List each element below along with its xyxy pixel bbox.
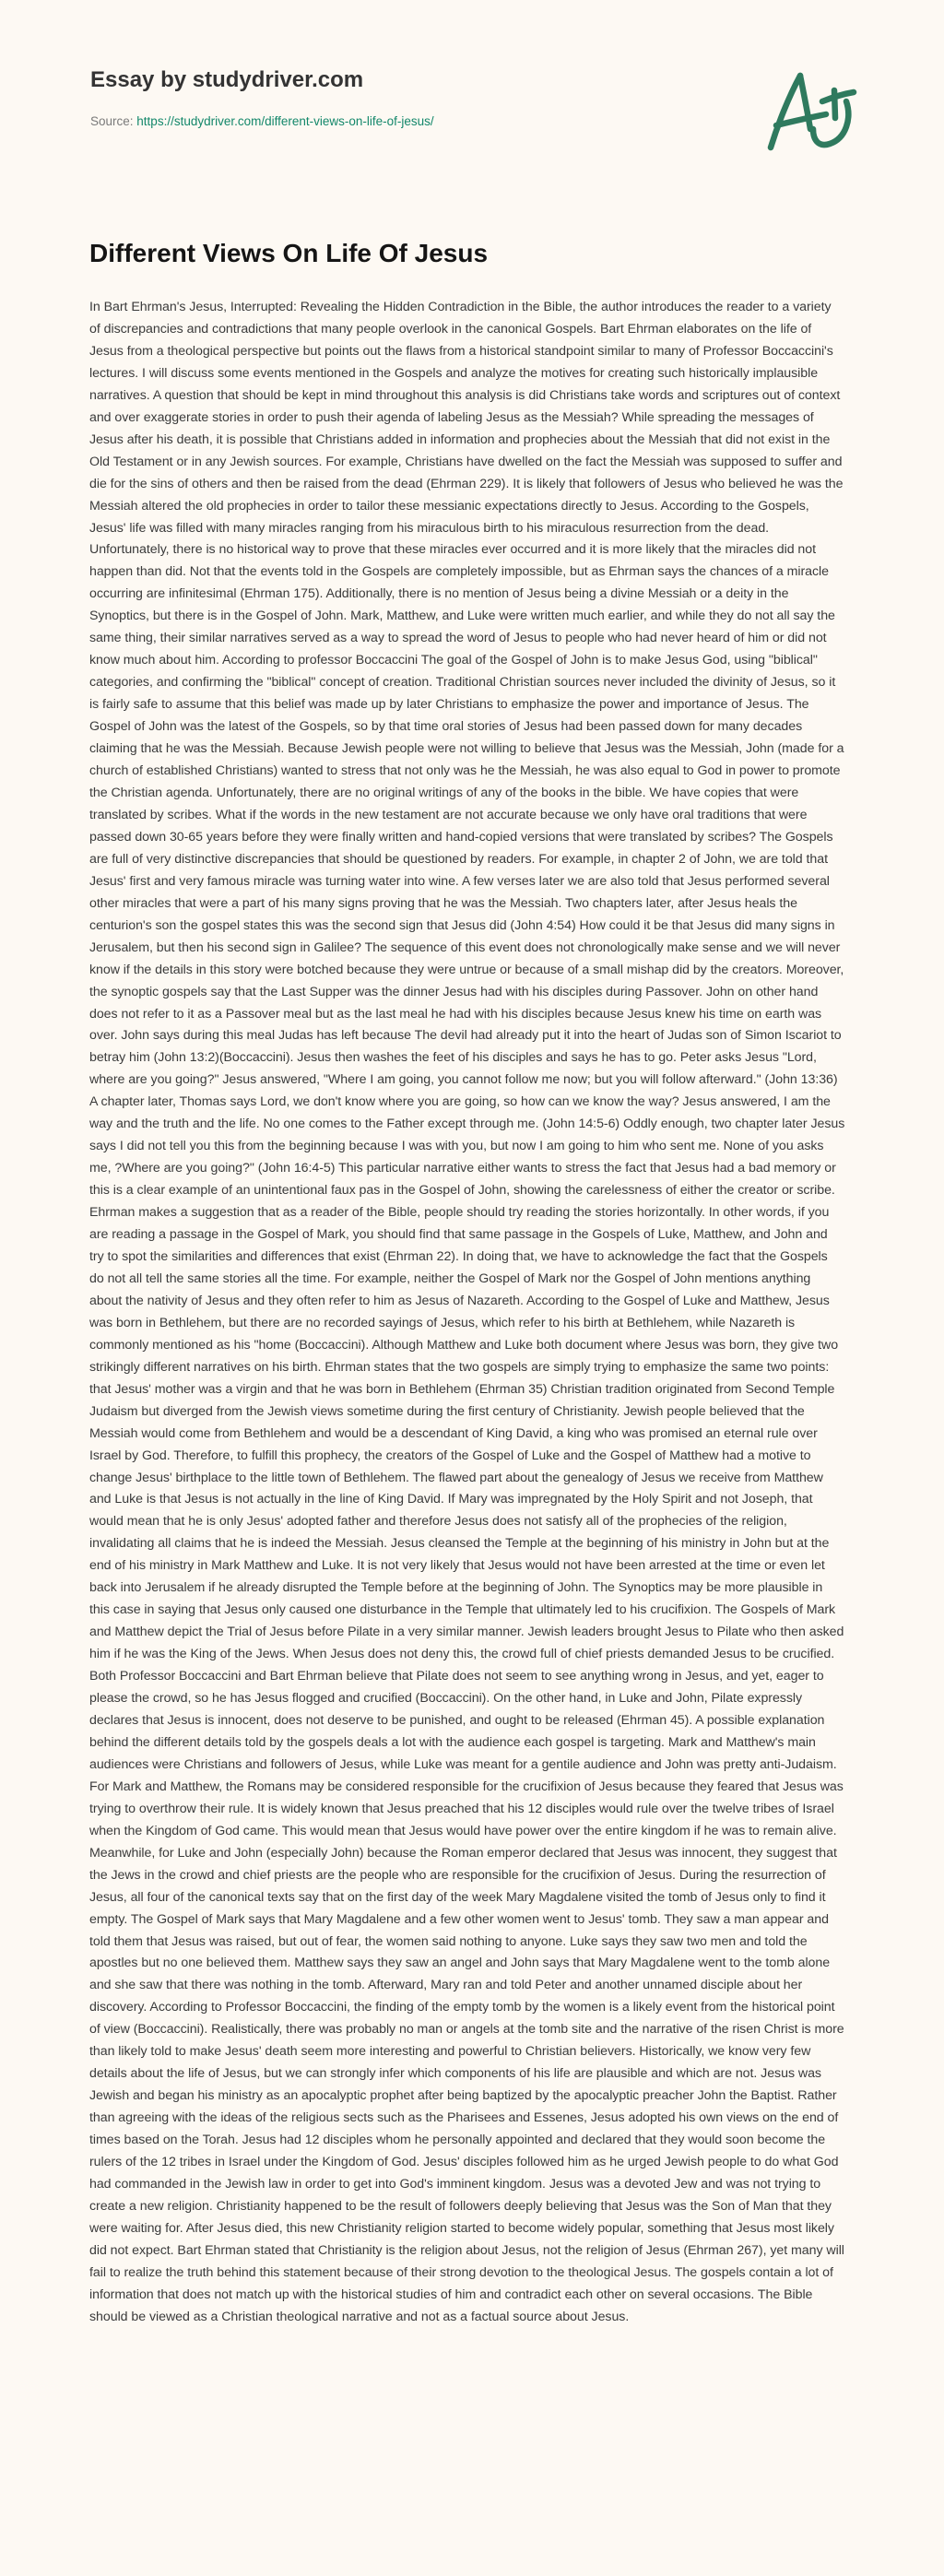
source-line <box>90 114 434 128</box>
a-plus-grade-icon <box>761 61 872 153</box>
essay-body: In Bart Ehrman's Jesus, Interrupted: Revealing the Hidden Contradiction in the Bible, the author introduces the reader to a variety of discrepancies and contradictions that many people overlook in the canonical Gospels. Bart Ehrman elaborates on the life of Jesus from a theological perspective but points out the flaws from a historical standpoint similar to many of Professor Boccaccini's lectures. I will discuss some events mentioned in the Gospels and analyze the motives for creating such historically implausible narratives. A question that should be kept in mind throughout this analysis is did Christians take words and scriptures out of context and over exaggerate stories in order to push their agenda of labeling Jesus as the Messiah? While spreading the messages of Jesus after his death, it is possible that Christians added in information and prophecies about the Messiah that did not exist in the Old Testament or in any Jewish sources. For example, Christians have dwelled on the fact the Messiah was supposed to suffer and die for the sins of others and then be raised from the dead (Ehrman 229). It is likely that followers of Jesus who believed he was the Messiah altered the old prophecies in order to tailor these messianic expectations directly to Jesus. According to the Gospels, Jesus' life was filled with many miracles ranging from his miraculous birth to his miraculous resurrection from the dead. Unfortunately, there is no historical way to prove that these miracles ever occurred and it is more likely that the miracles did not happen than did. Not that the events told in the Gospels are completely impossible, but as Ehrman says the chances of a miracle occurring are infinitesimal (Ehrman 175). Additionally, there is no mention of Jesus being a divine Messiah or a deity in the Synoptics, but there is in the Gospel of John. Mark, Matthew, and Luke were written much earlier, and while they do not all say the same thing, their similar narratives served as a way to spread the word of Jesus to people who had never heard of him or did not know much about him. According to professor Boccaccini The goal of the Gospel of John is to make Jesus God, using "biblical" categories, and confirming the "biblical" concept of creation. Traditional Christian sources never included the divinity of Jesus, so it is fairly safe to assume that this belief was made up by later Christians to emphasize the power and importance of Jesus. The Gospel of John was the latest of the Gospels, so by that time oral stories of Jesus had been passed down for many decades claiming that he was the Messiah. Because Jewish people were not willing to believe that Jesus was the Messiah, John (made for a church of established Christians) wanted to stress that not only was he the Messiah, he was also equal to God in power to promote the Christian agenda. Unfortunately, there are no original writings of any of the books in the bible. We have copies that were translated by scribes. What if the words in the new testament are not accurate because we only have oral traditions that were passed down 30-65 years before they were finally written and hand-copied versions that were translated by scribes? The Gospels are full of very distinctive discrepancies that should be questioned by readers. For example, in chapter 2 of John, we are told that Jesus' first and very famous miracle was turning water into wine. A few verses later we are also told that Jesus performed several other miracles that were a part of his many signs proving that he was the Messiah. Two chapters later, after Jesus heals the centurion's son the gospel states this was the second sign that Jesus did (John 4:54) How could it be that Jesus did many signs in Jerusalem, but then his second sign in Galilee? The sequence of this event does not chronologically make sense and we will never know if the details in this story were botched because they were untrue or because of a small mishap did by the creators. Moreover, the synoptic gospels say that the Last Supper was the dinner Jesus had with his disciples during Passover. John on other hand does not refer to it as a Passover meal but as the last meal he had with his disciples because Jesus knew his time on earth was over. John says during this meal Judas has left because The devil had already put it into the heart of Judas son of Simon Iscariot to betray him (John 13:2)(Boccaccini). Jesus then washes the feet of his disciples and says he has to go. Peter asks Jesus "Lord, where are you going?" Jesus answered, "Where I am going, you cannot follow me now; but you will follow afterward." (John 13:36) A chapter later, Thomas says Lord, we don't know where you are going, so how can we know the way? Jesus answered, I am the way and the truth and the life. No one comes to the Father except through me. (John 14:5-6) Oddly enough, two chapter later Jesus says I did not tell you this from the beginning because I was with you, but now I am going to him who sent me. None of you asks me, ?Where are you going?" (John 16:4-5) This particular narrative either wants to stress the fact that Jesus had a bad memory or this is a clear example of an unintentional faux pas in the Gospel of John, showing the carelessness of either the creator or scribe. Ehrman makes a suggestion that as a reader of the Bible, people should try reading the stories horizontally. In other words, if you are reading a passage in the Gospel of Mark, you should find that same passage in the Gospels of Luke, Matthew, and John and try to spot the similarities and differences that exist (Ehrman 22). In doing that, we have to acknowledge the fact that the Gospels do not all tell the same stories all the time. For example, neither the Gospel of Mark nor the Gospel of John mentions anything about the nativity of Jesus and they often refer to him as Jesus of Nazareth. According to the Gospel of Luke and Matthew, Jesus was born in Bethlehem, but there are no recorded sayings of Jesus, which refer to his birth at Bethlehem, while Nazareth is commonly mentioned as his "home (Boccaccini). Although Matthew and Luke both document where Jesus was born, they give two strikingly different narratives on his birth. Ehrman states that the two gospels are simply trying to emphasize the same two points: that Jesus' mother was a virgin and that he was born in Bethlehem (Ehrman 35) Christian tradition originated from Second Temple Judaism but diverged from the Jewish views sometime during the first century of Christianity. Jewish people believed that the Messiah would come from Bethlehem and would be a descendant of King David, a king who was promised an eternal rule over Israel by God. Therefore, to fulfill this prophecy, the creators of the Gospel of Luke and the Gospel of Matthew had a motive to change Jesus' birthplace to the little town of Bethlehem. The flawed part about the genealogy of Jesus we receive from Matthew and Luke is that Jesus is not actually in the line of King David. If Mary was impregnated by the Holy Spirit and not Joseph, that would mean that he is only Jesus' adopted father and therefore Jesus does not satisfy all of the prophecies of the religion, invalidating all claims that he is indeed the Messiah. Jesus cleansed the Temple at the beginning of his ministry in John but at the end of his ministry in Mark Matthew and Luke. It is not very likely that Jesus would not have been arrested at the time or even let back into Jerusalem if he already disrupted the Temple before at the beginning of John. The Synoptics may be more plausible in this case in saying that Jesus only caused one disturbance in the Temple that ultimately led to his crucifixion. The Gospels of Mark and Matthew depict the Trial of Jesus before Pilate in a very similar manner. Jewish leaders brought Jesus to Pilate who then asked him if he was the King of the Jews. When Jesus does not deny this, the crowd full of chief priests demanded Jesus to be crucified. Both Professor Boccaccini and Bart Ehrman believe that Pilate does not seem to see anything wrong in Jesus, and yet, eager to please the crowd, so he has Jesus flogged and crucified (Boccaccini). On the other hand, in Luke and John, Pilate expressly declares that Jesus is innocent, does not deserve to be punished, and ought to be released (Ehrman 45). A possible explanation behind the different details told by the gospels deals a lot with the audience each gospel is targeting. Mark and Matthew's main audiences were Christians and followers of Jesus, while Luke was meant for a gentile audience and John was pretty anti-Judaism. For Mark and Matthew, the Romans may be considered responsible for the crucifixion of Jesus because they feared that Jesus was trying to overthrow their rule. It is widely known that Jesus preached that his 12 disciples would rule over the twelve tribes of Israel when the Kingdom of God came. This would mean that Jesus would have power over the entire kingdom if he was to remain alive. Meanwhile, for Luke and John (especially John) because the Roman emperor declared that Jesus was innocent, they suggest that the Jews in the crowd and chief priests are the people who are responsible for the crucifixion of Jesus. During the resurrection of Jesus, all four of the canonical texts say that on the first day of the week Mary Magdalene visited the tomb of Jesus only to find it empty. The Gospel of Mark says that Mary Magdalene and a few other women went to Jesus' tomb. They saw a man appear and told them that Jesus was raised, but out of fear, the women said nothing to anyone. Luke says they saw two men and told the apostles but no one believed them. Matthew says they saw an angel and John says that Mary Magdalene went to the tomb alone and she saw that there was nothing in the tomb. Afterward, Mary ran and told Peter and another unnamed disciple about her discovery. According to Professor Boccaccini, the finding of the empty tomb by the women is a likely event from the historical point of view (Boccaccini). Realistically, there was probably no man or angels at the tomb site and the narrative of the risen Christ is more than likely told to make Jesus' death seem more interesting and powerful to Christian believers. Historically, we know very few details about the life of Jesus, but we can strongly infer which components of his life are plausible and which are not. Jesus was Jewish and began his ministry as an apocalyptic prophet after being baptized by the apocalyptic preacher John the Baptist. Rather than agreeing with the ideas of the religious sects such as the Pharisees and Essenes, Jesus adopted his own views on the end of times based on the Torah. Jesus had 12 disciples whom he personally appointed and declared that they would soon become the rulers of the 12 tribes in Israel under the Kingdom of God. Jesus' disciples followed him as he urged Jewish people to do what God had commanded in the Jewish law in order to get into God's imminent kingdom. Jesus was a devoted Jew and was not trying to create a new religion. Christianity happened to be the result of followers deeply believing that Jesus was the Son of Man that they were waiting for. After Jesus died, this new Christianity religion started to become widely popular, something that Jesus most likely did not expect. Bart Ehrman stated that Christianity is the religion about Jesus, not the religion of Jesus (Ehrman 267), yet many will fail to realize the truth behind this statement because of their strong devotion to the theological Jesus. The gospels contain a lot of information that does not match up with the historical studies of him and contradict each other on several occasions. The Bible should be viewed as a Christian theological narrative and not as a factual source about Jesus. <box>89 300 845 2324</box>
source-link[interactable]: https://studydriver.com/different-views-on-life-of-jesus/ <box>136 114 434 128</box>
source-label: Source: <box>90 114 134 128</box>
essay-content <box>89 238 845 2329</box>
essay-title: Different Views On Life Of Jesus <box>89 239 489 267</box>
page-header <box>0 0 944 184</box>
site-title: Essay by studydriver.com <box>90 67 364 92</box>
